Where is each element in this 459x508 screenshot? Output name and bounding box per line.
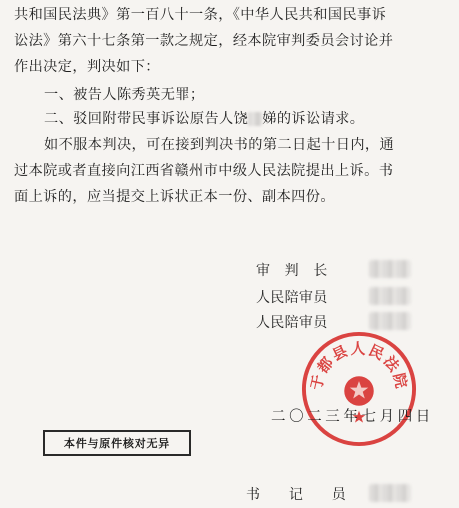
- national-emblem-icon: [344, 376, 374, 406]
- appeal-line-3: 面上诉的，应当提交上诉状正本一份、副本四份。: [14, 189, 335, 205]
- body-line-3: 作出决定，判决如下：: [14, 59, 160, 75]
- body-line-1: 共和国民法典》第一百八十一条，《中华人民共和国民事诉: [14, 7, 387, 23]
- court-seal: [300, 330, 418, 448]
- judgment-date: 二〇二三年七月四日: [271, 409, 434, 425]
- juror1-label: 人民陪审员: [256, 290, 328, 306]
- body-line-2: 讼法》第六十七条第一款之规定，经本院审判委员会讨论并: [14, 33, 394, 49]
- chief-judge-name-redacted: [369, 260, 411, 278]
- seal-text: 于都县人民法院: [308, 340, 410, 392]
- clerk-name-redacted: [369, 484, 411, 502]
- juror2-name-redacted: [369, 312, 411, 330]
- redacted-name: [248, 112, 262, 126]
- appeal-line-2: 过本院或者直接向江西省赣州市中级人民法院提出上诉。书: [14, 163, 394, 179]
- copy-verification-stamp: [43, 430, 191, 456]
- copy-verification-stamp-text: 本件与原件核对无异: [63, 437, 171, 450]
- juror2-label: 人民陪审员: [256, 315, 328, 331]
- verdict-item-2-suffix: 娣的诉讼请求。: [262, 111, 365, 127]
- verdict-item-2-prefix: 二、驳回附带民事诉讼原告人饶: [44, 111, 249, 127]
- clerk-label: 书 记 员: [246, 487, 347, 503]
- verdict-item-2: [44, 110, 364, 128]
- verdict-item-1: 一、被告人陈秀英无罪；: [44, 87, 205, 103]
- appeal-line-1: 如不服本判决，可在接到判决书的第二日起十日内，通: [44, 137, 395, 153]
- juror1-name-redacted: [369, 287, 411, 305]
- chief-judge-label: 审 判 长: [256, 263, 328, 279]
